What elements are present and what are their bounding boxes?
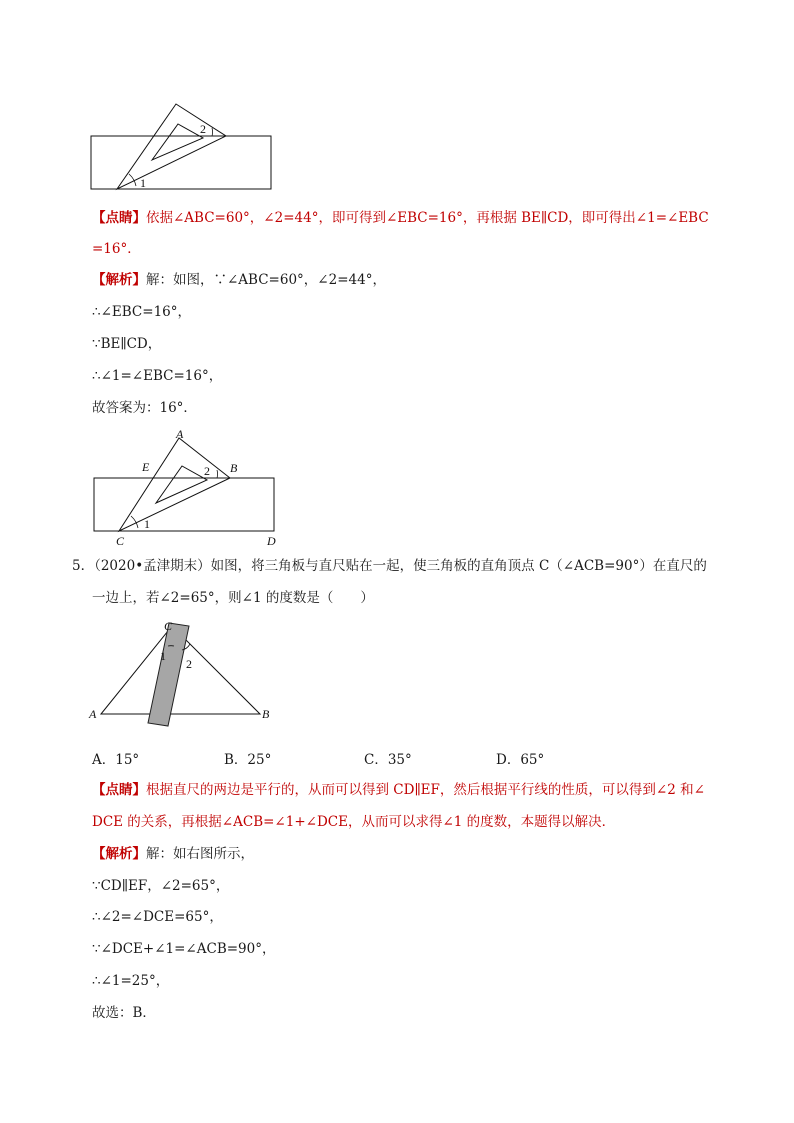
fig3-label-1: 1 — [160, 649, 166, 663]
ruler-rectangle — [91, 136, 271, 189]
option-d: D．65° — [496, 752, 545, 768]
option-c: C．35° — [364, 752, 412, 768]
figure-triangle-ruler-3 — [86, 614, 286, 732]
point-B-fig3: B — [262, 707, 270, 721]
analysis2-step-1: ∵CD∥EF，∠2=65°， — [92, 878, 230, 894]
hint2-tag: 【点睛】 — [92, 782, 146, 798]
q5-line2: 一边上，若∠2=65°，则∠1 的度数是（ ） — [92, 590, 374, 606]
analysis2-tag: 【解析】 — [92, 846, 146, 862]
fig2-label-2: 2 — [204, 464, 210, 478]
hint1-tag: 【点睛】 — [92, 210, 146, 226]
figure-ruler-triangle-1 — [86, 98, 286, 194]
angle-arc-2 — [212, 128, 213, 136]
fig1-label-2: 2 — [200, 122, 206, 136]
point-D: D — [267, 534, 276, 548]
outer-triangle-2 — [119, 438, 230, 531]
q5-line1: 5．（2020•孟津期末）如图，将三角板与直尺贴在一起，使三角板的直角顶点 C（∠ACB=90°）在直尺的 — [72, 558, 707, 574]
hint1-text1: 依据∠ABC=60°，∠2=44°，即可得到∠EBC=16°，再根据 BE∥CD，即可得出∠1=∠EBC — [146, 210, 709, 226]
hint2-line1 — [92, 780, 742, 800]
analysis2-step-2: ∴∠2=∠DCE=65°， — [92, 909, 223, 925]
angle-arc-2b — [217, 470, 218, 478]
analysis2-step-4: ∴∠1=25°， — [92, 973, 170, 989]
figure-ruler-triangle-2 — [86, 426, 296, 550]
option-a: A．15° — [92, 752, 140, 768]
fig1-label-1: 1 — [140, 176, 146, 190]
point-B: B — [230, 461, 238, 475]
hint1-line2: =16°． — [92, 241, 141, 257]
ruler-rectangle-2 — [94, 478, 274, 531]
analysis1-step-1: ∴∠EBC=16°， — [92, 304, 191, 320]
point-A: A — [176, 427, 184, 441]
inner-triangle — [152, 124, 203, 160]
analysis1-step-2: ∵BE∥CD， — [92, 336, 162, 352]
analysis1-step-3: ∴∠1=∠EBC=16°， — [92, 368, 223, 384]
point-C: C — [116, 534, 125, 548]
option-b: B．25° — [224, 752, 272, 768]
analysis2-step-3: ∵∠DCE+∠1=∠ACB=90°， — [92, 941, 276, 957]
fig2-label-1: 1 — [144, 517, 150, 531]
ruler-strip — [148, 623, 189, 726]
analysis1-intro-text: 解：如图，∵∠ABC=60°，∠2=44°， — [146, 272, 386, 288]
point-A-fig3: A — [89, 707, 97, 721]
analysis2-intro — [92, 844, 742, 864]
hint1-line1 — [92, 208, 742, 228]
point-E: E — [142, 460, 150, 474]
fig3-label-2: 2 — [186, 657, 192, 671]
analysis1-answer: 故答案为：16°． — [92, 400, 197, 416]
inner-triangle-2 — [156, 466, 207, 503]
hint2-text1: 根据直尺的两边是平行的，从而可以得到 CD∥EF，然后根据平行线的性质，可以得到∠2 和∠ — [146, 782, 705, 798]
analysis1-tag: 【解析】 — [92, 272, 146, 288]
analysis1-intro — [92, 270, 742, 290]
hint2-line2: DCE 的关系，再根据∠ACB=∠1+∠DCE，从而可以求得∠1 的度数，本题得以解决． — [92, 814, 616, 830]
analysis2-answer: 故选：B． — [92, 1005, 156, 1021]
analysis2-intro-text: 解：如右图所示， — [146, 846, 254, 862]
point-C-fig3: C — [164, 619, 173, 633]
outer-triangle — [117, 104, 226, 189]
